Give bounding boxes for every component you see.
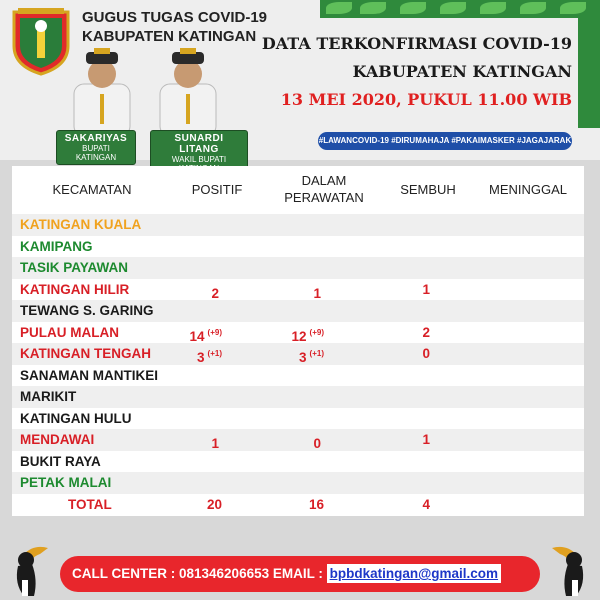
- sembuh-cell: [390, 408, 430, 430]
- table-row: [12, 257, 584, 279]
- positif-cell: [162, 236, 222, 258]
- kecamatan-name-value: PULAU MALAN: [20, 324, 119, 340]
- kecamatan-name-value: KATINGAN TENGAH: [20, 346, 151, 361]
- table-row: [12, 300, 584, 322]
- positif-cell: [162, 257, 222, 279]
- hashtag-banner: #LAWANCOVID-19 #DIRUMAHAJA #PAKAIMASKER #JAGAJARAK: [318, 132, 572, 150]
- meninggal-cell: [492, 322, 552, 344]
- data-title: [262, 30, 572, 114]
- positif-cell: [162, 343, 222, 365]
- table-row: [12, 451, 584, 473]
- sembuh-cell: [390, 279, 430, 301]
- org-title-line2: KABUPATEN KATINGAN: [82, 28, 257, 45]
- table-row: [12, 214, 584, 236]
- positif-cell: [162, 322, 222, 344]
- table-row: [12, 386, 584, 408]
- sembuh-cell-value: 2: [422, 324, 430, 340]
- official-left-nametag: [56, 130, 136, 165]
- kecamatan-name-value: PETAK MALAI: [20, 475, 112, 490]
- positif-cell: [162, 279, 222, 301]
- perawatan-cell: [274, 236, 324, 258]
- positif-cell: [162, 386, 222, 408]
- table-row: [12, 343, 584, 365]
- meninggal-cell: [492, 236, 552, 258]
- meninggal-cell: [492, 386, 552, 408]
- kecamatan-name-value: KATINGAN HULU: [20, 410, 132, 426]
- official-left-name: SAKARIYAS: [64, 133, 128, 144]
- column-header-meninggal: MENINGGAL: [488, 181, 567, 197]
- official-right-role: WAKIL BUPATI: [171, 155, 227, 164]
- table-row: [12, 472, 584, 494]
- hornbill-right-icon: [546, 540, 596, 598]
- sembuh-cell: [390, 257, 430, 279]
- positif-cell: [162, 365, 222, 387]
- perawatan-cell-value: 3: [299, 350, 307, 365]
- sembuh-cell: [390, 451, 430, 473]
- column-header-positif: POSITIF: [191, 181, 243, 197]
- official-left-role: BUPATI KATINGAN: [75, 144, 117, 162]
- sembuh-cell: [390, 343, 430, 365]
- perawatan-cell-delta: (+1): [309, 349, 324, 358]
- positif-cell-value: 3: [197, 350, 205, 365]
- official-portrait-right: [146, 44, 230, 136]
- total-meninggal: [492, 494, 552, 516]
- call-center-text: CALL CENTER : 081346206653 EMAIL :: [72, 566, 323, 581]
- table-row: [12, 322, 584, 344]
- sembuh-cell-value: 1: [422, 281, 430, 297]
- positif-cell: [162, 451, 222, 473]
- positif-cell: [162, 429, 222, 451]
- leaf-decoration-side: [578, 18, 600, 128]
- sembuh-cell-value: 0: [422, 346, 430, 361]
- table-row: [12, 408, 584, 430]
- email-link[interactable]: bpbdkatingan@gmail.com: [327, 564, 501, 583]
- official-right-name: SUNARDI LITANG: [174, 133, 224, 155]
- perawatan-cell: [274, 257, 324, 279]
- perawatan-cell: [274, 472, 324, 494]
- positif-cell-value: 1: [211, 436, 219, 451]
- sembuh-cell: [390, 429, 430, 451]
- table-row: [12, 429, 584, 451]
- org-title-line1: GUGUS TUGAS COVID-19: [82, 9, 268, 26]
- kecamatan-name-value: KATINGAN HILIR: [20, 281, 130, 297]
- meninggal-cell: [492, 365, 552, 387]
- meninggal-cell: [492, 279, 552, 301]
- sembuh-cell: [390, 214, 430, 236]
- perawatan-cell: [274, 429, 324, 451]
- kecamatan-name-value: SANAMAN MANTIKEI: [20, 367, 158, 383]
- total-label: TOTAL: [68, 497, 112, 512]
- total-sembuh: 4: [422, 497, 430, 512]
- meninggal-cell: [492, 408, 552, 430]
- column-header-sembuh: SEMBUH: [400, 181, 456, 197]
- positif-cell-delta: (+9): [207, 327, 222, 337]
- perawatan-cell: [274, 300, 324, 322]
- perawatan-cell: [274, 365, 324, 387]
- sembuh-cell: [390, 322, 430, 344]
- org-title: [82, 8, 267, 46]
- header-banner: [0, 0, 600, 164]
- column-header-kecamatan: KECAMATAN: [52, 181, 132, 197]
- kecamatan-name-value: MENDAWAI: [20, 432, 95, 447]
- perawatan-cell: [274, 408, 324, 430]
- call-center-bar: [60, 556, 540, 592]
- table-row: [12, 365, 584, 387]
- table-row: [12, 279, 584, 301]
- meninggal-cell: [492, 451, 552, 473]
- total-positif: 20: [206, 497, 222, 512]
- perawatan-cell: [274, 386, 324, 408]
- kecamatan-name-value: KAMIPANG: [20, 238, 93, 254]
- positif-cell-delta: (+1): [207, 349, 222, 358]
- positif-cell-value: 2: [211, 285, 219, 301]
- perawatan-cell: [274, 343, 324, 365]
- perawatan-cell: [274, 451, 324, 473]
- report-date: 13 MEI 2020, PUKUL 11.00 WIB: [280, 90, 572, 109]
- meninggal-cell: [492, 343, 552, 365]
- meninggal-cell: [492, 214, 552, 236]
- leaf-decoration-top: [320, 0, 600, 18]
- positif-cell: [162, 472, 222, 494]
- perawatan-cell: [274, 322, 324, 344]
- sembuh-cell: [390, 236, 430, 258]
- kecamatan-name-value: TASIK PAYAWAN: [20, 260, 129, 275]
- kecamatan-name-value: BUKIT RAYA: [20, 453, 101, 469]
- meninggal-cell: [492, 300, 552, 322]
- sembuh-cell: [390, 300, 430, 322]
- kecamatan-name-value: TEWANG S. GARING: [20, 303, 154, 318]
- positif-cell: [162, 214, 222, 236]
- covid-data-table: [12, 166, 584, 516]
- official-portrait-left: [60, 44, 144, 136]
- kecamatan-name-value: MARIKIT: [20, 389, 77, 404]
- sembuh-cell: [390, 472, 430, 494]
- positif-cell-value: 14: [189, 328, 205, 344]
- hornbill-left-icon: [4, 540, 54, 598]
- perawatan-cell-value: 12: [291, 328, 307, 344]
- perawatan-cell-value: 1: [313, 285, 321, 301]
- meninggal-cell: [492, 257, 552, 279]
- total-perawatan: 16: [308, 497, 324, 512]
- perawatan-cell: [274, 214, 324, 236]
- sembuh-cell: [390, 386, 430, 408]
- data-title-line1: DATA TERKONFIRMASI COVID-19: [261, 34, 572, 53]
- column-header-perawatan: DALAM PERAWATAN: [284, 173, 364, 205]
- positif-cell: [162, 408, 222, 430]
- total-row: [12, 494, 584, 516]
- positif-cell: [162, 300, 222, 322]
- kecamatan-name-value: KATINGAN KUALA: [20, 217, 142, 232]
- sembuh-cell: [390, 365, 430, 387]
- sembuh-cell-value: 1: [422, 432, 430, 447]
- table-header: [12, 166, 584, 212]
- table-row: [12, 236, 584, 258]
- data-title-line2: KABUPATEN KATINGAN: [352, 62, 572, 81]
- meninggal-cell: [492, 472, 552, 494]
- perawatan-cell-delta: (+9): [309, 327, 324, 337]
- meninggal-cell: [492, 429, 552, 451]
- perawatan-cell: [274, 279, 324, 301]
- perawatan-cell-value: 0: [313, 436, 321, 451]
